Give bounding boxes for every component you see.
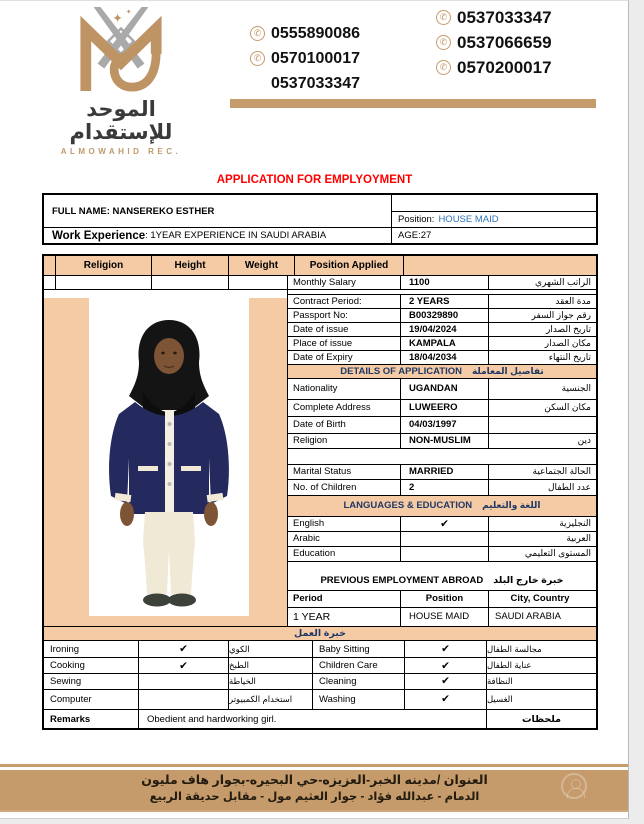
skills-row (44, 641, 596, 658)
skill-label: Cleaning (313, 674, 405, 689)
check-mark (401, 547, 489, 561)
skills-row (44, 690, 596, 711)
row-label: Monthly Salary (288, 276, 401, 289)
skill-arabic: الغسيل (487, 693, 513, 704)
row-label: Religion (288, 434, 401, 448)
row-value: MARRIED (401, 465, 489, 479)
row-label: Marital Status (288, 465, 401, 479)
languages-education-header (288, 496, 596, 517)
check-mark: ✔ (139, 658, 229, 673)
phone-row (250, 46, 360, 71)
age-field: AGE:27 (398, 230, 432, 241)
skill-arabic: الخياطة (229, 674, 313, 689)
row-arabic: رقم جواز السفر (531, 309, 591, 320)
row-label: Education (288, 547, 401, 561)
section-title-ar: تفاصيل المعاملة (471, 365, 544, 376)
phone-row (436, 55, 552, 80)
check-mark (139, 674, 229, 689)
empty-cell (392, 195, 596, 212)
row-arabic: المستوى التعليمي (524, 548, 591, 559)
prev-employment-data-row (288, 608, 596, 626)
row-label: Passport No: (288, 309, 401, 322)
row-value: 1 YEAR (288, 608, 401, 626)
logo-latin-name: ALMOWAHID REC. (60, 147, 182, 157)
skill-label: Washing (313, 690, 405, 710)
height-header: Height (152, 256, 229, 275)
row-label: Contract Period: (288, 295, 401, 308)
row-value: HOUSE MAID (401, 608, 489, 626)
form-title: APPLICATION FOR EMPLYOYMENT (216, 174, 413, 186)
row-arabic: الراتب الشهري (535, 276, 591, 287)
remarks-label: Remarks (44, 710, 139, 728)
row-arabic: عدد الطفال (547, 481, 591, 492)
position-applied-header: Position Applied (295, 256, 404, 275)
row-arabic: تاريخ النتهاء (548, 351, 591, 362)
phone-icon: ✆ (436, 10, 451, 25)
phone-icon: ✆ (436, 60, 451, 75)
row-arabic: دين (577, 435, 591, 446)
footer-address-line2: الدمام - عبدالله فؤاد - جوار العثيم مول - مقابل حديقة الربيع (149, 791, 480, 803)
skill-label: Computer (44, 690, 139, 710)
row-value: 2 YEARS (401, 295, 489, 308)
row-label: Date of Expiry (288, 351, 401, 364)
phone-row (250, 71, 360, 96)
prev-employment-columns-row (288, 591, 596, 608)
check-mark: ✔ (405, 690, 487, 710)
table-row (288, 309, 596, 323)
table-row (288, 351, 596, 365)
header-divider-bar (230, 99, 596, 108)
check-mark (139, 690, 229, 710)
phone-number: 0537066659 (457, 32, 552, 52)
full-name-field: FULL NAME: NANSEREKO ESTHER (44, 195, 391, 228)
row-value: KAMPALA (401, 337, 489, 350)
row-label: Place of issue (288, 337, 401, 350)
footer-address-bar (0, 770, 629, 810)
row-value: UGANDAN (401, 379, 489, 399)
skill-arabic: استخدام الكمبيوتر (229, 690, 313, 710)
remarks-value: Obedient and hardworking girl. (139, 710, 487, 728)
skill-arabic: عناية الطفال (487, 660, 532, 671)
skills-row (44, 658, 596, 674)
skill-label: Children Care (313, 658, 405, 673)
phone-number: 0537033347 (457, 7, 552, 27)
table-row (288, 464, 596, 480)
phone-list-left (250, 21, 360, 96)
remarks-row (44, 710, 596, 728)
row-label: Nationality (288, 379, 401, 399)
religion-height-weight-values-row (44, 276, 287, 290)
phone-row (436, 30, 552, 55)
row-arabic: مدة العقد (555, 295, 591, 306)
row-label: Arabic (288, 532, 401, 546)
empty-cell (44, 256, 56, 275)
check-mark: ✔ (401, 517, 489, 531)
sparkle-icon: ✦ (112, 10, 123, 26)
row-arabic: مكان الصدار (544, 337, 591, 348)
religion-header: Religion (56, 256, 152, 275)
table-row (288, 434, 596, 449)
footer-bottom-rule (0, 810, 629, 812)
previous-employment-header (288, 562, 596, 591)
phone-number: 0570200017 (457, 57, 552, 77)
skills-row (44, 674, 596, 690)
skill-arabic: الكوي (229, 641, 313, 657)
height-value-cell (152, 276, 229, 289)
phone-number: 0537033347 (271, 74, 360, 92)
phone-number: 0555890086 (271, 24, 360, 42)
applicant-summary-right (392, 195, 596, 243)
details-panel (288, 276, 596, 626)
column-header: Position (401, 591, 489, 607)
applicant-photo (89, 298, 249, 616)
section-title-en: PREVIOUS EMPLOYMENT ABROAD (320, 574, 484, 586)
photo-background (44, 298, 287, 626)
weight-value-cell (229, 276, 287, 289)
row-arabic: الحالة الجتماعية (532, 466, 591, 477)
work-experience-value: : 1YEAR EXPERIENCE IN SAUDI ARABIA (145, 230, 327, 241)
table-row (288, 517, 596, 532)
row-value: 18/04/2034 (401, 351, 489, 364)
column-header: Period (288, 591, 401, 607)
row-arabic: الجنسية (561, 383, 591, 394)
skill-label: Cooking (44, 658, 139, 673)
row-value: LUWEERO (401, 400, 489, 416)
row-arabic: مكان السكن (544, 402, 591, 413)
row-value: 19/04/2024 (401, 323, 489, 336)
skill-label: Sewing (44, 674, 139, 689)
logo-monogram-icon (70, 5, 172, 93)
phone-icon: ✆ (250, 51, 265, 66)
table-row (288, 400, 596, 417)
position-label: Position: (398, 214, 435, 225)
skill-label: Baby Sitting (313, 641, 405, 657)
section-title-ar: اللغة والتعليم (482, 500, 541, 511)
row-label: Date of issue (288, 323, 401, 336)
section-title-en: DETAILS OF APPLICATION (340, 365, 462, 377)
row-label: Date of Birth (288, 417, 401, 433)
table-row (288, 337, 596, 351)
row-arabic: النجليزية (559, 518, 591, 529)
application-details-table (42, 254, 598, 730)
work-experience-skills-header: خبرة العمل (44, 626, 596, 642)
applicant-summary-table (42, 193, 598, 245)
row-value: B00329890 (401, 309, 489, 322)
sparkle-icon: ✦ (125, 8, 132, 16)
row-arabic: العربية (566, 533, 591, 544)
table-row (288, 417, 596, 434)
section-title-en: LANGUAGES & EDUCATION (343, 500, 473, 512)
check-mark: ✔ (139, 641, 229, 657)
phone-list-right (436, 5, 552, 80)
phone-icon: ✆ (250, 26, 265, 41)
skill-label: Ironing (44, 641, 139, 657)
check-mark (401, 532, 489, 546)
check-mark: ✔ (405, 674, 487, 689)
table-row (288, 379, 596, 400)
skill-arabic: مجالسة الطفال (487, 643, 542, 654)
row-label: English (288, 517, 401, 531)
table-row (288, 295, 596, 309)
check-mark: ✔ (405, 658, 487, 673)
phone-row (436, 5, 552, 30)
footer-address-line1: العنوان /مدينه الخبر-العزيزه-حي البحيره-بجوار هاف مليون (141, 773, 488, 787)
footer-top-rule (0, 764, 629, 767)
religion-value-cell (56, 276, 152, 289)
check-mark: ✔ (405, 641, 487, 657)
phone-number: 0570100017 (271, 49, 360, 67)
applicant-portrait-illustration (89, 298, 249, 616)
table-row (288, 547, 596, 562)
applicant-summary-left (44, 195, 392, 243)
phone-icon: ✆ (436, 35, 451, 50)
empty-cell (44, 276, 56, 289)
work-experience-label: Work Experience (52, 229, 146, 242)
table-row (288, 480, 596, 496)
row-value: 04/03/1997 (401, 417, 489, 433)
column-header: City, Country (510, 593, 570, 605)
row-value: NON-MUSLIM (401, 434, 489, 448)
table-row (288, 532, 596, 547)
position-value: HOUSE MAID (438, 214, 499, 225)
skill-arabic: الطبخ (229, 658, 313, 673)
row-value: 1100 (401, 276, 489, 289)
row-label: Complete Address (288, 400, 401, 416)
table-row (288, 276, 596, 290)
row-arabic: تاريخ الصدار (545, 323, 591, 334)
section-title-ar: خبرة خارج البلد (493, 574, 564, 586)
work-experience-field (44, 228, 391, 243)
remarks-arabic: ملحظات (522, 713, 561, 725)
weight-header: Weight (229, 256, 295, 275)
row-value: 2 (401, 480, 489, 495)
logo-arabic-name: الموحد للإستقدام (69, 98, 173, 145)
company-logo (42, 5, 200, 156)
row-label: No. of Children (288, 480, 401, 495)
skill-arabic: النظافة (487, 675, 513, 686)
row-value: SAUDI ARABIA (495, 611, 561, 623)
table-header-row (44, 256, 596, 276)
table-row (288, 323, 596, 337)
photo-panel (44, 276, 288, 626)
details-of-application-header (288, 365, 596, 379)
footer-watermark-person-icon (561, 773, 587, 799)
empty-cell (404, 256, 596, 275)
position-field (392, 212, 596, 228)
phone-row (250, 21, 360, 46)
